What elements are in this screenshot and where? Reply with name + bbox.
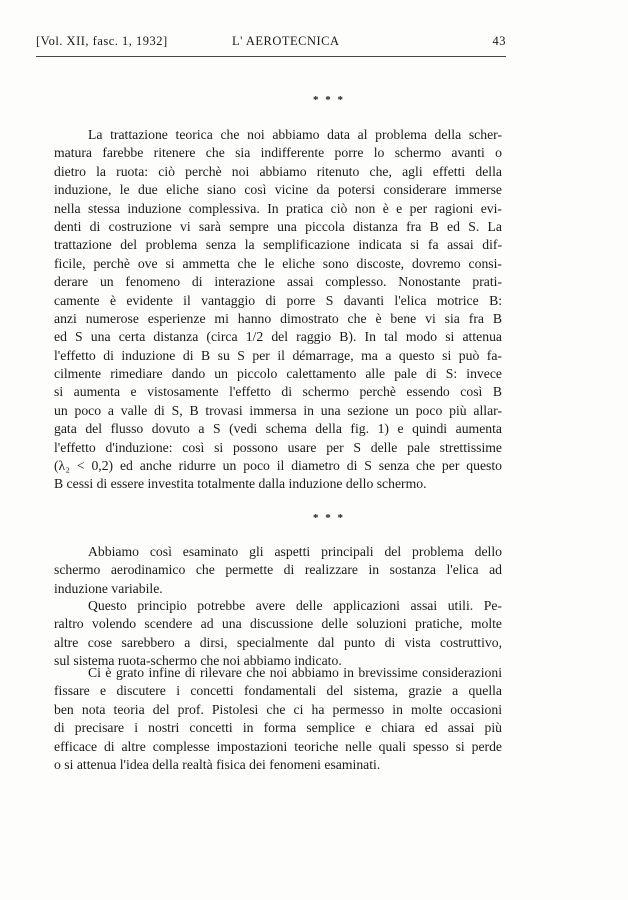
text-line: l'effetto d'induzione: così si possono usare per S delle pale strettissime <box>54 439 502 455</box>
page-number: 43 <box>492 34 506 48</box>
text-line: un poco a valle di S, B trovasi immersa in una sezione un poco più allar- <box>54 402 502 418</box>
text-line: o si attenua l'idea della realtà fisica dei fenomeni esaminati. <box>54 756 381 772</box>
text-line: raltro volendo scendere ad una discussione delle soluzioni pratiche, molte <box>54 616 502 632</box>
text-line: ed S una certa distanza (circa 1/2 del raggio B). In tal modo si attenua <box>54 329 502 345</box>
text-line: Questo principio potrebbe avere delle applicazioni assai utili. Pe- <box>88 598 502 613</box>
paragraph-conclusion <box>54 664 502 774</box>
text-line: sul sistema ruota-schermo che noi abbiamo indicato. <box>54 653 342 669</box>
text-line: La trattazione teorica che noi abbiamo data al problema della scher- <box>88 127 502 142</box>
text-line: efficace di altre complesse impostazioni teoriche nelle quali spesso si perde <box>54 738 502 754</box>
text-line: altre cose sarebbero a dirsi, specialmente dal punto di vista costruttivo, <box>54 634 502 650</box>
header-volume-info: [Vol. XII, fasc. 1, 1932] <box>36 34 168 48</box>
paragraph-applications <box>54 597 502 671</box>
text-line: ben nota teoria del prof. Pistolesi che ci ha permesso in molte occasioni <box>54 701 502 717</box>
section-separator: * * * <box>313 512 345 524</box>
text-line: matura farebbe ritenere che sia indifferente porre lo schermo avanti o <box>54 145 502 161</box>
text-line: trattazione del problema senza la semplificazione indicata si fa assai dif- <box>54 237 502 253</box>
text-line: l'effetto di induzione di B su S per il démarrage, ma a questo si può fa- <box>54 347 502 363</box>
header-journal-title: L' AEROTECNICA <box>232 34 340 48</box>
paragraph-summary <box>54 543 502 598</box>
text-line: induzione, le due eliche siano così vicine da potersi considerare immerse <box>54 182 502 198</box>
text-line: induzione variabile. <box>54 580 163 596</box>
text-line: denti di costruzione vi sarà sempre una piccola distanza fra B ed S. La <box>54 218 502 234</box>
text-line: dietro la ruota: ciò perchè noi abbiamo ritenuto che, agli effetti della <box>54 163 502 179</box>
text-line: camente è evidente il vantaggio di porre S davanti l'elica motrice B: <box>54 292 502 308</box>
paragraph-screen-position <box>54 126 502 494</box>
text-line: Ci è grato infine di rilevare che noi abbiamo in brevissime considerazioni <box>88 665 502 680</box>
text-line: nella stessa induzione complessiva. In pratica ciò non è e per ragioni evi- <box>54 200 502 216</box>
header-rule <box>36 56 506 57</box>
text-line: gata del flusso dovuto a S (vedi schema della fig. 1) e quindi aumenta <box>54 421 502 437</box>
text-line: di precisare i nostri concetti in forma semplice e chiara ed assai più <box>54 720 502 736</box>
text-line: schermo aerodinamico che permette di realizzare in sostanza l'elica ad <box>54 562 502 578</box>
text-line: si aumenta e vistosamente l'effetto di schermo perchè essendo così B <box>54 384 502 400</box>
text-line: anzi numerose esperienze mi hanno dimostrato che è bene vi sia fra B <box>54 310 502 326</box>
section-separator: * * * <box>313 94 345 106</box>
text-line: cilmente rimediare dando un piccolo calettamento alle pale di S: invece <box>54 366 502 382</box>
text-line: fissare e discutere i concetti fondamentali del sistema, grazie a quella <box>54 683 502 699</box>
text-line: ficile, perchè ove si ammetta che le eliche sono discoste, dovremo consi- <box>54 255 502 271</box>
running-header <box>36 34 506 52</box>
text-line: Abbiamo così esaminato gli aspetti principali del problema dello <box>88 544 502 559</box>
text-line: derare un fenomeno di interazione assai complesso. Nonostante prati- <box>54 274 502 290</box>
text-line: (λ₂ < 0,2) ed anche ridurre un poco il diametro di S senza che per questo <box>54 458 502 474</box>
text-line: B cessi di essere investita totalmente dalla induzione dello schermo. <box>54 476 427 492</box>
